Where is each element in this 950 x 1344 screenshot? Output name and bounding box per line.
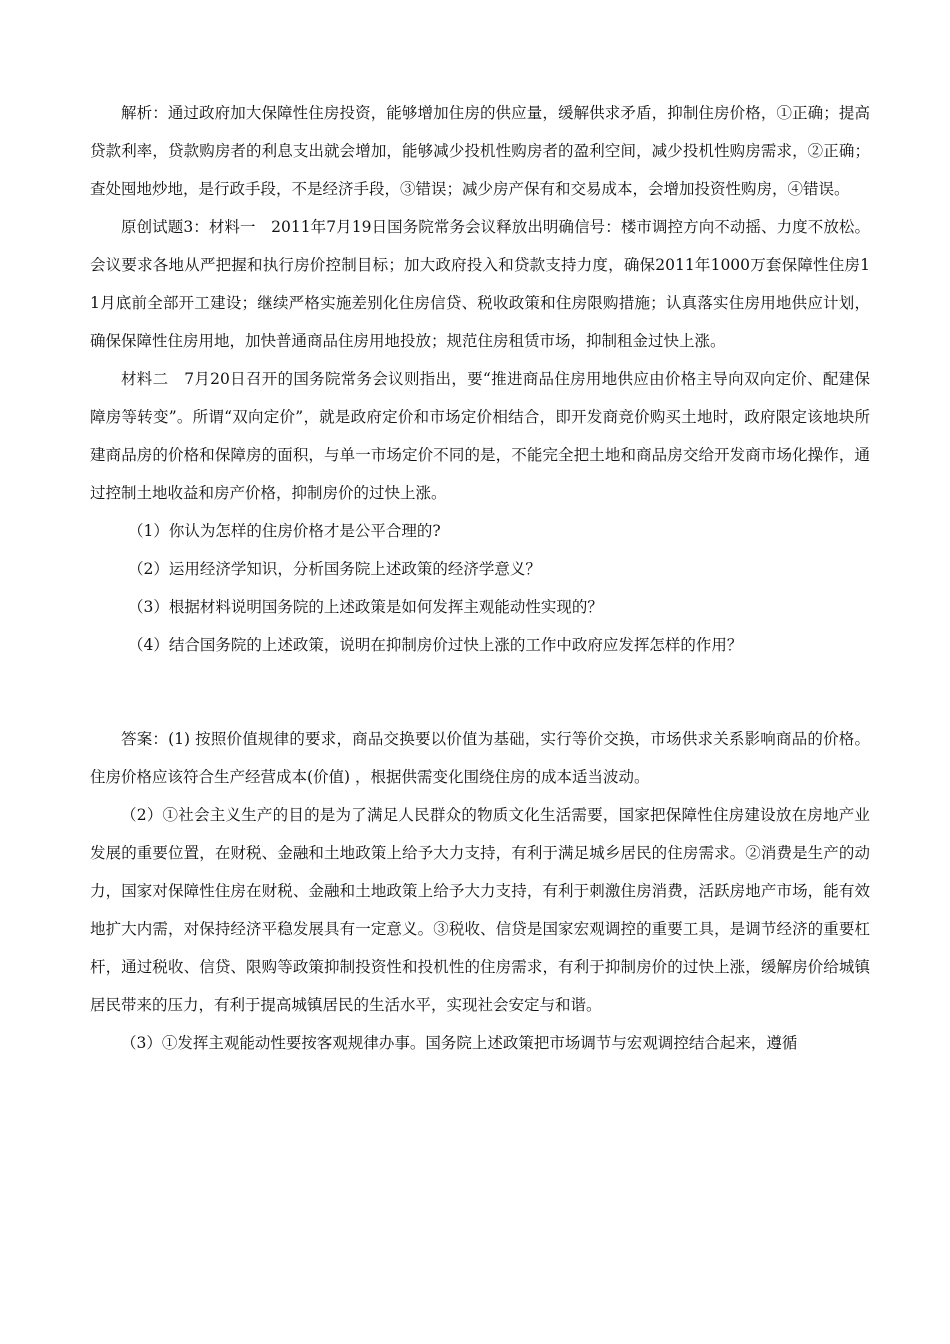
question-item-1: （1）你认为怎样的住房价格才是公平合理的? xyxy=(128,522,441,540)
question-material-one: 原创试题3：材料一 2011年7月19日国务院常务会议释放出明确信号：楼市调控方向不动摇、力度不放松。会议要求各地从严把握和执行房价控制目标；加大政府投入和贷款支持力度，确保2011年1000万套保障性住房11月底前全部开工建设；继续严格实施差别化住房信贷、税收政策和住房限购措施；认真落实住房用地供应计划，确保保障性住房用地，加快普通商品住房用地投放；规范住房租赁市场，抑制租金过快上涨。 xyxy=(90,218,870,350)
answer-paragraph-1: 答案：(1) 按照价值规律的要求，商品交换要以价值为基础，实行等价交换，市场供求关系影响商品的价格。住房价格应该符合生产经营成本(价值) ，根据供需变化围绕住房的成本适当波动。 xyxy=(90,730,870,786)
section-spacer xyxy=(90,664,870,720)
analysis-paragraph: 解析：通过政府加大保障性住房投资，能够增加住房的供应量，缓解供求矛盾，抑制住房价格，①正确；提高贷款利率，贷款购房者的利息支出就会增加，能够减少投机性购房者的盈利空间，减少投机性购房需求，②正确；查处囤地炒地，是行政手段，不是经济手段，③错误；减少房产保有和交易成本，会增加投资性购房，④错误。 xyxy=(90,104,870,198)
question-item-3: （3）根据材料说明国务院的上述政策是如何发挥主观能动性实现的？ xyxy=(128,598,603,616)
question-material-two: 材料二 7月20日召开的国务院常务会议则指出，要“推进商品住房用地供应由价格主导向双向定价、配建保障房等转变”。所谓“双向定价”，就是政府定价和市场定价相结合，即开发商竞价购买土地时，政府限定该地块所建商品房的价格和保障房的面积，与单一市场定价不同的是，不能完全把土地和商品房交给开发商市场化操作，通过控制土地收益和房产价格，抑制房价的过快上涨。 xyxy=(90,370,870,502)
answer-paragraph-3: （3）①发挥主观能动性要按客观规律办事。国务院上述政策把市场调节与宏观调控结合起来，遵循 xyxy=(121,1034,798,1052)
question-item-4: （4）结合国务院的上述政策，说明在抑制房价过快上涨的工作中政府应发挥怎样的作用？ xyxy=(128,636,743,654)
answer-paragraph-2: （2）①社会主义生产的目的是为了满足人民群众的物质文化生活需要，国家把保障性住房建设放在房地产业发展的重要位置，在财税、金融和土地政策上给予大力支持，有利于满足城乡居民的住房需求。②消费是生产的动力，国家对保障性住房在财税、金融和土地政策上给予大力支持，有利于刺激住房消费，活跃房地产市场，能有效地扩大内需，对保持经济平稳发展具有一定意义。③税收、信贷是国家宏观调控的重要工具，是调节经济的重要杠杆，通过税收、信贷、限购等政策抑制投资性和投机性的住房需求，有利于抑制房价的过快上涨，缓解房价给城镇居民带来的压力，有利于提高城镇居民的生活水平，实现社会安定与和谐。 xyxy=(90,806,870,1014)
document-page xyxy=(90,94,870,1062)
question-item-2: （2）运用经济学知识，分析国务院上述政策的经济学意义？ xyxy=(128,560,541,578)
